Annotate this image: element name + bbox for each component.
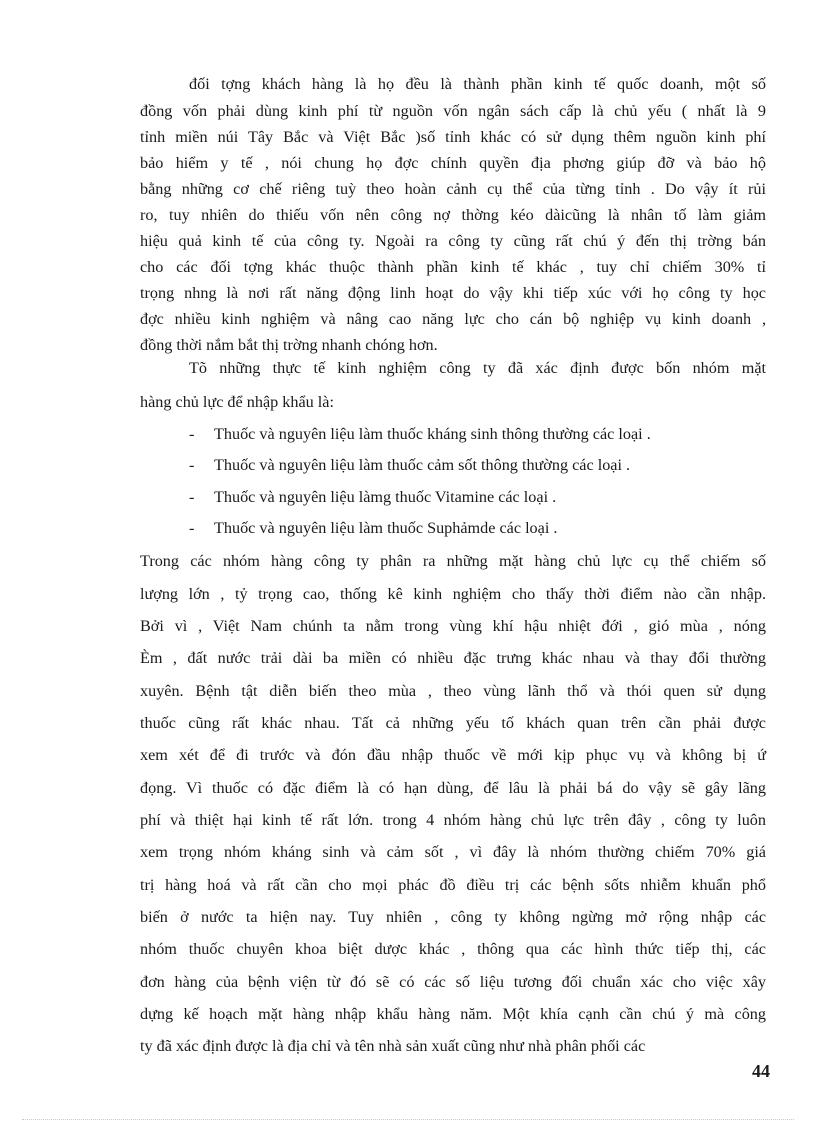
text-line: xem trọng nhóm kháng sinh và cảm sốt , vì đây là nhóm thường chiếm 70% giá (140, 843, 766, 861)
text-line: Tõ những thực tế kinh nghiệm công ty đã xác định được bốn nhóm mặt (189, 359, 766, 377)
text-line: tỉnh miền núi Tây Bắc và Việt Bắc )số tỉnh khác có sử dụng thêm nguồn kinh phí (140, 128, 766, 146)
text-line: hiệu quả kinh tế của công ty. Ngoài ra công ty cũng rất chú ý đến thị trờng bán (140, 232, 766, 250)
text-line: đồng thời nắm bắt thị trờng nhanh chóng hơn. (140, 336, 438, 354)
text-line: ty đã xác định được là địa chỉ và tên nhà sản xuất cũng như nhà phân phối các (140, 1037, 646, 1055)
text-line: xuyên. Bệnh tật diễn biến theo mùa , theo vùng lãnh thổ và thói quen sử dụng (140, 682, 766, 700)
text-line: bảo hiểm y tế , nói chung họ đợc chính quyền địa phơng giúp đỡ và bảo hộ (140, 154, 766, 172)
list-item-text: Thuốc và nguyên liệu làmg thuốc Vitamine các loại . (214, 488, 557, 506)
text-line: phí và thiệt hại kinh tế rất lớn. trong 4 nhóm hàng chủ lực trên đây , công ty luôn (140, 811, 766, 829)
text-line: lượng lớn , tỷ trọng cao, thống kê kinh nghiệm cho thấy thời điểm nào cần nhập. (140, 585, 766, 603)
text-line: nhóm thuốc chuyên khoa biệt dược khác , thông qua các hình thức tiếp thị, các (140, 940, 766, 958)
text-line: Trong các nhóm hàng công ty phân ra những mặt hàng chủ lực cụ thể chiếm số (140, 552, 766, 570)
text-line: xem xét để đi trước và đón đầu nhập thuốc về mới kịp phục vụ và không bị ứ (140, 746, 766, 764)
text-line: đơn hàng của bệnh viện từ đó sẽ có các số liệu tương đối chuẩn xác cho việc xây (140, 973, 766, 991)
list-item-text: Thuốc và nguyên liệu làm thuốc Suphảmde các loại . (214, 519, 558, 537)
text-line: biến ở nước ta hiện nay. Tuy nhiên , công ty không ngừng mở rộng nhập các (140, 908, 766, 926)
text-line: ro, tuy nhiên do thiếu vốn nên công nợ thờng kéo dàicũng là nhân tố làm giảm (140, 206, 766, 224)
list-item-text: Thuốc và nguyên liệu làm thuốc cảm sốt thông thường các loại . (214, 456, 631, 474)
bullet-dash: - (189, 519, 195, 537)
bullet-dash: - (189, 425, 195, 443)
page-number: 44 (752, 1061, 770, 1081)
text-line: đồng vốn phải dùng kinh phí từ nguồn vốn ngân sách cấp là chủ yếu ( nhất là 9 (140, 102, 766, 120)
text-line: đợc nhiều kinh nghiệm và nâng cao năng lực cho cán bộ nghiệp vụ kinh doanh , (140, 310, 766, 328)
text-line: cho các đối tợng khác thuộc thành phần kinh tế khác , tuy chỉ chiếm 30% tỉ (140, 258, 766, 276)
text-line: trọng nhng là nơi rất năng động linh hoạt do vậy khi tiếp xúc với họ công ty học (140, 284, 766, 302)
text-line: đọng. Vì thuốc có đặc điểm là có hạn dùng, để lâu là phải bá do vậy sẽ gây lãng (140, 779, 766, 797)
text-line: dựng kế hoạch mặt hàng nhập khẩu hàng năm. Một khía cạnh cần chú ý mà công (140, 1005, 766, 1023)
text-line: trị hàng hoá và rất cần cho mọi phác đồ điều trị các bệnh sốts nhiễm khuẩn phổ (140, 876, 766, 894)
footer-divider (22, 1119, 794, 1120)
text-line: đối tợng khách hàng là họ đều là thành phần kinh tế quốc doanh, một số (189, 75, 766, 93)
text-line: thuốc cũng rất khác nhau. Tất cả những yếu tố khách quan trên cần phải được (140, 714, 766, 732)
text-line: bằng những cơ chế riêng tuỳ theo hoàn cảnh cụ thể của từng tỉnh . Do vậy ít rủi (140, 180, 766, 198)
text-line: Bởi vì , Việt Nam chúnh ta nằm trong vùng khí hậu nhiệt đới , gió mùa , nóng (140, 617, 766, 635)
text-line: Èm , đất nước trải dài ba miền có nhiều đặc trưng khác nhau và thay đổi thường (140, 649, 766, 667)
list-item-text: Thuốc và nguyên liệu làm thuốc kháng sinh thông thường các loại . (214, 425, 651, 443)
text-line: hàng chủ lực để nhập khẩu là: (140, 393, 334, 411)
bullet-dash: - (189, 488, 195, 506)
bullet-dash: - (189, 456, 195, 474)
